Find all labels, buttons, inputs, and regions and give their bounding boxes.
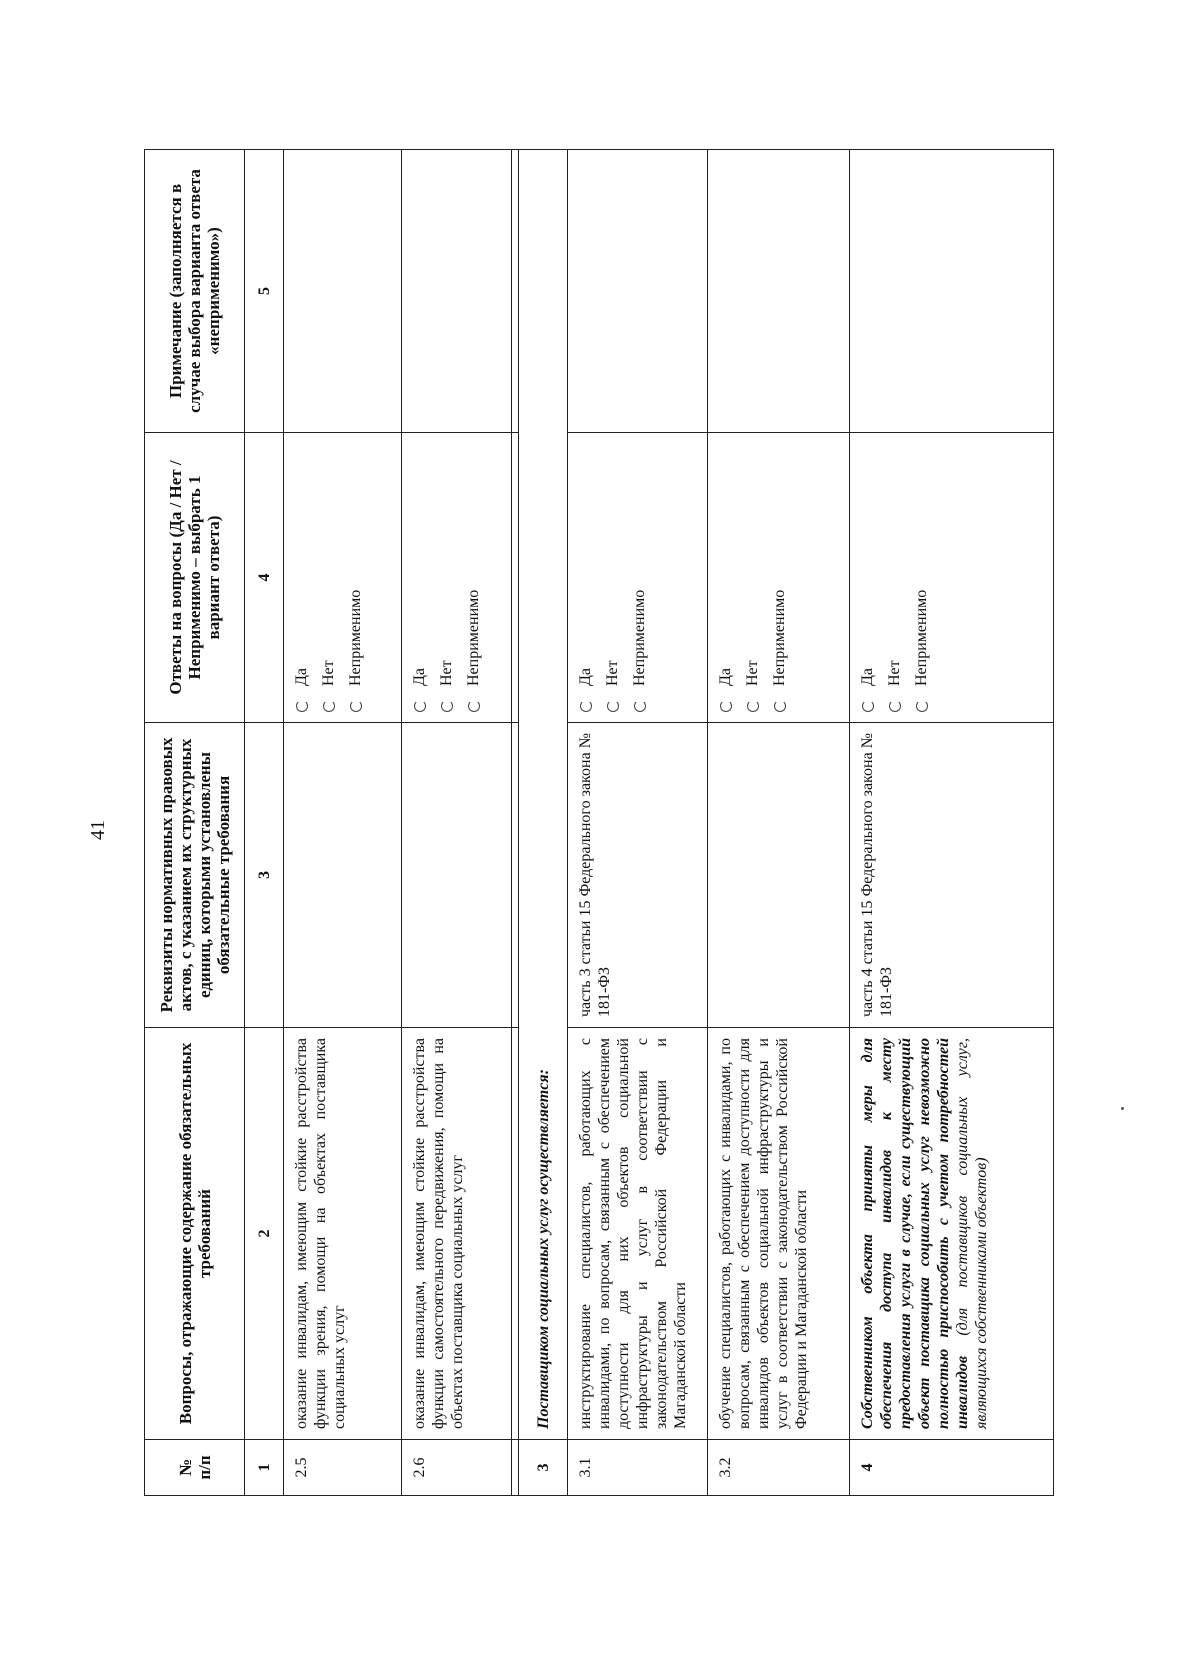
row-number: 3.2: [708, 1440, 850, 1496]
section-number: 3: [519, 1440, 568, 1496]
row-question: оказание инвалидам, имеющим стойкие расстройства функции самостоятельного передвижения, помощи на объектах поставщика социальных услуг: [402, 1028, 512, 1440]
answer-option[interactable]: Нет: [319, 443, 338, 712]
header-col-question: Вопросы, отражающие содержание обязательных требований: [145, 1028, 245, 1440]
answer-options: [708, 433, 850, 723]
row-note[interactable]: [708, 150, 850, 433]
header-row: [145, 150, 245, 1496]
row-note[interactable]: [402, 150, 512, 433]
column-number: 5: [245, 150, 284, 433]
answer-options: [284, 433, 402, 723]
radio-icon[interactable]: [468, 700, 480, 712]
answer-options: [850, 433, 1054, 723]
answer-option[interactable]: Нет: [885, 443, 904, 712]
radio-icon[interactable]: [607, 700, 619, 712]
radio-icon[interactable]: [634, 700, 646, 712]
header-col-requisites: Реквизиты нормативных правовых актов, с указанием их структурных единиц, которыми установлены обязательные требования: [145, 723, 245, 1028]
row-number: 2.5: [284, 1440, 402, 1496]
row-number: 2.6: [402, 1440, 512, 1496]
answer-option[interactable]: Да: [292, 443, 311, 712]
row-note[interactable]: [284, 150, 402, 433]
radio-icon[interactable]: [441, 700, 453, 712]
spacer-row: [512, 150, 519, 1496]
scan-speck: [1121, 1107, 1124, 1110]
row-question: оказание инвалидам, имеющим стойкие расстройства функции зрения, помощи на объектах поставщика социальных услуг: [284, 1028, 402, 1440]
radio-icon[interactable]: [916, 700, 928, 712]
row-question: обучение специалистов, работающих с инвалидами, по вопросам, связанным с обеспечением доступности для инвалидов объектов социальной инфраструктуры и услуг в соответствии с законодательством Российской Федерации и Магаданской области: [708, 1028, 850, 1440]
answer-option[interactable]: Неприменимо: [770, 443, 789, 712]
radio-icon[interactable]: [889, 700, 901, 712]
row-note[interactable]: [568, 150, 708, 433]
column-number-row: [245, 150, 284, 1496]
row-number: 4: [850, 1440, 1054, 1496]
row-requisites: [402, 723, 512, 1028]
answer-options: [402, 433, 512, 723]
section-title: Поставщиком социальных услуг осуществляется:: [519, 150, 568, 1440]
column-number: 4: [245, 433, 284, 723]
row-requisites: [708, 723, 850, 1028]
row-question: Собственником объекта приняты меры для обеспечения доступа инвалидов к месту предоставления услуги в случае, если существующий объект поставщика социальных услуг невозможно полностью приспособить с учетом потребностей инвалидов (для поставщиков социальных услуг, являющихся собственниками объектов): [850, 1028, 1054, 1440]
row-note[interactable]: [850, 150, 1054, 433]
radio-icon[interactable]: [720, 700, 732, 712]
table-row: [402, 150, 512, 1496]
column-number: 1: [245, 1440, 284, 1496]
answer-option[interactable]: Да: [858, 443, 877, 712]
radio-icon[interactable]: [350, 700, 362, 712]
column-number: 3: [245, 723, 284, 1028]
table-row: [284, 150, 402, 1496]
row-requisites: часть 4 статьи 15 Федерального закона № 181-ФЗ: [850, 723, 1054, 1028]
answer-option[interactable]: Да: [716, 443, 735, 712]
answer-option[interactable]: Неприменимо: [912, 443, 931, 712]
table-row: [568, 150, 708, 1496]
header-col-num: № п/п: [145, 1440, 245, 1496]
answer-option[interactable]: Неприменимо: [464, 443, 483, 712]
header-col-note: Примечание (заполняется в случае выбора варианта ответа «неприменимо»): [145, 150, 245, 433]
row-requisites: [284, 723, 402, 1028]
answer-option[interactable]: Да: [410, 443, 429, 712]
requirements-table: [144, 149, 1054, 1496]
row-requisites: часть 3 статьи 15 Федерального закона № 181-ФЗ: [568, 723, 708, 1028]
radio-icon[interactable]: [747, 700, 759, 712]
radio-icon[interactable]: [296, 700, 308, 712]
page-number: 41: [87, 820, 109, 840]
answer-option[interactable]: Нет: [603, 443, 622, 712]
column-number: 2: [245, 1028, 284, 1440]
header-col-answers: Ответы на вопросы (Да / Нет / Неприменимо – выбрать 1 вариант ответа): [145, 433, 245, 723]
radio-icon[interactable]: [774, 700, 786, 712]
table-row: [850, 150, 1054, 1496]
radio-icon[interactable]: [323, 700, 335, 712]
answer-option[interactable]: Неприменимо: [346, 443, 365, 712]
rotated-table-container: [144, 150, 1054, 1496]
answer-option[interactable]: Нет: [437, 443, 456, 712]
answer-option[interactable]: Да: [576, 443, 595, 712]
answer-option[interactable]: Неприменимо: [630, 443, 649, 712]
radio-icon[interactable]: [862, 700, 874, 712]
radio-icon[interactable]: [580, 700, 592, 712]
row-question: инструктирование специалистов, работающих с инвалидами, по вопросам, связанным с обеспечением доступности для них объектов социальной инфраструктуры и услуг в соответствии с законодательством Российской Федерации и Магаданской области: [568, 1028, 708, 1440]
radio-icon[interactable]: [414, 700, 426, 712]
answer-options: [568, 433, 708, 723]
section-row: [519, 150, 568, 1496]
answer-option[interactable]: Нет: [743, 443, 762, 712]
row-number: 3.1: [568, 1440, 708, 1496]
table-row: [708, 150, 850, 1496]
